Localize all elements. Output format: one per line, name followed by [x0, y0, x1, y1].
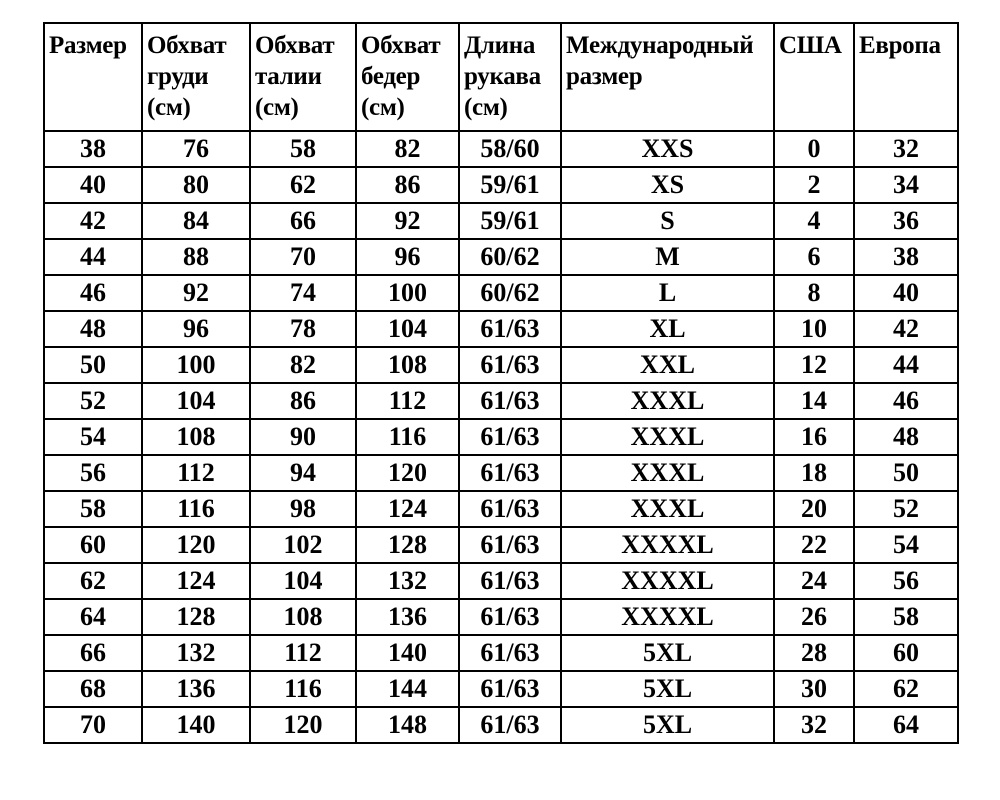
cell-waist: 66: [250, 203, 356, 239]
cell-chest: 84: [142, 203, 250, 239]
cell-europe: 54: [854, 527, 958, 563]
cell-sleeve: 61/63: [459, 311, 561, 347]
cell-sleeve: 61/63: [459, 671, 561, 707]
cell-international: 5XL: [561, 707, 774, 743]
cell-sleeve: 61/63: [459, 599, 561, 635]
cell-waist: 104: [250, 563, 356, 599]
cell-international: XXS: [561, 131, 774, 167]
header-sleeve: [459, 23, 561, 131]
table-header: [44, 23, 958, 131]
header-line: Европа: [859, 32, 941, 59]
cell-chest: 76: [142, 131, 250, 167]
cell-waist: 62: [250, 167, 356, 203]
cell-international: S: [561, 203, 774, 239]
cell-size: 64: [44, 599, 142, 635]
cell-europe: 38: [854, 239, 958, 275]
cell-international: XXXXL: [561, 563, 774, 599]
header-europe: [854, 23, 958, 131]
cell-international: 5XL: [561, 635, 774, 671]
table-body: [44, 131, 958, 743]
cell-usa: 6: [774, 239, 854, 275]
table-row: [44, 167, 958, 203]
cell-europe: 42: [854, 311, 958, 347]
cell-sleeve: 59/61: [459, 167, 561, 203]
cell-size: 48: [44, 311, 142, 347]
cell-size: 44: [44, 239, 142, 275]
cell-size: 58: [44, 491, 142, 527]
table-row: [44, 671, 958, 707]
cell-europe: 64: [854, 707, 958, 743]
header-line: талии: [255, 63, 322, 90]
cell-size: 70: [44, 707, 142, 743]
cell-chest: 100: [142, 347, 250, 383]
cell-international: XXXL: [561, 455, 774, 491]
cell-europe: 40: [854, 275, 958, 311]
table-row: [44, 563, 958, 599]
cell-international: XXXXL: [561, 599, 774, 635]
table-row: [44, 599, 958, 635]
header-international: [561, 23, 774, 131]
cell-sleeve: 61/63: [459, 707, 561, 743]
cell-chest: 128: [142, 599, 250, 635]
cell-size: 52: [44, 383, 142, 419]
cell-hips: 108: [356, 347, 459, 383]
cell-size: 54: [44, 419, 142, 455]
cell-international: XS: [561, 167, 774, 203]
cell-international: XXL: [561, 347, 774, 383]
cell-hips: 104: [356, 311, 459, 347]
table-row: [44, 203, 958, 239]
cell-sleeve: 61/63: [459, 419, 561, 455]
header-usa: [774, 23, 854, 131]
table-row: [44, 131, 958, 167]
cell-hips: 92: [356, 203, 459, 239]
cell-international: XL: [561, 311, 774, 347]
cell-sleeve: 58/60: [459, 131, 561, 167]
cell-europe: 48: [854, 419, 958, 455]
cell-size: 60: [44, 527, 142, 563]
cell-chest: 108: [142, 419, 250, 455]
cell-chest: 96: [142, 311, 250, 347]
cell-waist: 90: [250, 419, 356, 455]
table-row: [44, 239, 958, 275]
cell-size: 56: [44, 455, 142, 491]
cell-sleeve: 60/62: [459, 239, 561, 275]
cell-hips: 96: [356, 239, 459, 275]
cell-chest: 112: [142, 455, 250, 491]
cell-sleeve: 60/62: [459, 275, 561, 311]
cell-chest: 132: [142, 635, 250, 671]
cell-usa: 18: [774, 455, 854, 491]
cell-international: XXXXL: [561, 527, 774, 563]
cell-europe: 52: [854, 491, 958, 527]
cell-europe: 36: [854, 203, 958, 239]
table-row: [44, 527, 958, 563]
cell-international: M: [561, 239, 774, 275]
cell-size: 42: [44, 203, 142, 239]
cell-europe: 56: [854, 563, 958, 599]
header-line: груди: [147, 63, 209, 90]
cell-waist: 70: [250, 239, 356, 275]
cell-waist: 102: [250, 527, 356, 563]
header-line: Обхват: [361, 32, 441, 59]
cell-chest: 80: [142, 167, 250, 203]
header-row: [44, 23, 958, 131]
header-line: Международный: [566, 32, 754, 59]
header-line: Размер: [49, 32, 127, 59]
cell-usa: 24: [774, 563, 854, 599]
cell-sleeve: 61/63: [459, 491, 561, 527]
header-line: размер: [566, 63, 643, 90]
cell-waist: 112: [250, 635, 356, 671]
header-waist: [250, 23, 356, 131]
table-row: [44, 491, 958, 527]
header-line: бедер: [361, 63, 421, 90]
cell-size: 46: [44, 275, 142, 311]
cell-size: 38: [44, 131, 142, 167]
cell-hips: 128: [356, 527, 459, 563]
cell-europe: 32: [854, 131, 958, 167]
cell-sleeve: 59/61: [459, 203, 561, 239]
cell-usa: 4: [774, 203, 854, 239]
cell-sleeve: 61/63: [459, 635, 561, 671]
cell-usa: 2: [774, 167, 854, 203]
header-chest: [142, 23, 250, 131]
cell-usa: 22: [774, 527, 854, 563]
header-line: (см): [361, 94, 405, 121]
cell-international: XXXL: [561, 383, 774, 419]
cell-hips: 86: [356, 167, 459, 203]
cell-hips: 136: [356, 599, 459, 635]
cell-sleeve: 61/63: [459, 383, 561, 419]
header-line: Обхват: [147, 32, 227, 59]
header-line: Длина: [464, 32, 536, 59]
header-line: (см): [464, 94, 508, 121]
cell-usa: 10: [774, 311, 854, 347]
cell-hips: 124: [356, 491, 459, 527]
cell-size: 50: [44, 347, 142, 383]
cell-waist: 94: [250, 455, 356, 491]
cell-international: 5XL: [561, 671, 774, 707]
cell-international: L: [561, 275, 774, 311]
cell-europe: 50: [854, 455, 958, 491]
cell-europe: 46: [854, 383, 958, 419]
cell-hips: 82: [356, 131, 459, 167]
cell-waist: 116: [250, 671, 356, 707]
cell-hips: 120: [356, 455, 459, 491]
cell-usa: 8: [774, 275, 854, 311]
table-row: [44, 275, 958, 311]
cell-waist: 78: [250, 311, 356, 347]
table-row: [44, 419, 958, 455]
table-row: [44, 455, 958, 491]
cell-usa: 0: [774, 131, 854, 167]
cell-size: 66: [44, 635, 142, 671]
table-row: [44, 347, 958, 383]
size-chart-table: [43, 22, 959, 744]
cell-size: 40: [44, 167, 142, 203]
cell-europe: 62: [854, 671, 958, 707]
cell-usa: 28: [774, 635, 854, 671]
cell-chest: 140: [142, 707, 250, 743]
table-row: [44, 311, 958, 347]
cell-hips: 140: [356, 635, 459, 671]
header-line: США: [779, 32, 842, 59]
cell-hips: 144: [356, 671, 459, 707]
cell-usa: 30: [774, 671, 854, 707]
cell-sleeve: 61/63: [459, 347, 561, 383]
cell-size: 68: [44, 671, 142, 707]
cell-international: XXXL: [561, 419, 774, 455]
cell-chest: 116: [142, 491, 250, 527]
header-line: рукава: [464, 63, 541, 90]
cell-sleeve: 61/63: [459, 527, 561, 563]
cell-chest: 120: [142, 527, 250, 563]
cell-chest: 92: [142, 275, 250, 311]
header-hips: [356, 23, 459, 131]
cell-chest: 124: [142, 563, 250, 599]
table-row: [44, 707, 958, 743]
cell-international: XXXL: [561, 491, 774, 527]
cell-hips: 148: [356, 707, 459, 743]
header-line: Обхват: [255, 32, 335, 59]
cell-waist: 58: [250, 131, 356, 167]
cell-europe: 60: [854, 635, 958, 671]
cell-usa: 20: [774, 491, 854, 527]
cell-usa: 16: [774, 419, 854, 455]
cell-hips: 100: [356, 275, 459, 311]
cell-waist: 82: [250, 347, 356, 383]
cell-hips: 112: [356, 383, 459, 419]
cell-chest: 88: [142, 239, 250, 275]
header-line: (см): [147, 94, 191, 121]
cell-chest: 136: [142, 671, 250, 707]
cell-waist: 74: [250, 275, 356, 311]
cell-sleeve: 61/63: [459, 563, 561, 599]
header-line: (см): [255, 94, 299, 121]
cell-usa: 14: [774, 383, 854, 419]
cell-europe: 34: [854, 167, 958, 203]
cell-europe: 44: [854, 347, 958, 383]
cell-hips: 132: [356, 563, 459, 599]
cell-usa: 12: [774, 347, 854, 383]
cell-size: 62: [44, 563, 142, 599]
header-size: [44, 23, 142, 131]
cell-waist: 86: [250, 383, 356, 419]
cell-waist: 120: [250, 707, 356, 743]
cell-hips: 116: [356, 419, 459, 455]
table-row: [44, 383, 958, 419]
cell-waist: 108: [250, 599, 356, 635]
cell-usa: 32: [774, 707, 854, 743]
cell-sleeve: 61/63: [459, 455, 561, 491]
table-row: [44, 635, 958, 671]
cell-chest: 104: [142, 383, 250, 419]
cell-europe: 58: [854, 599, 958, 635]
cell-usa: 26: [774, 599, 854, 635]
cell-waist: 98: [250, 491, 356, 527]
